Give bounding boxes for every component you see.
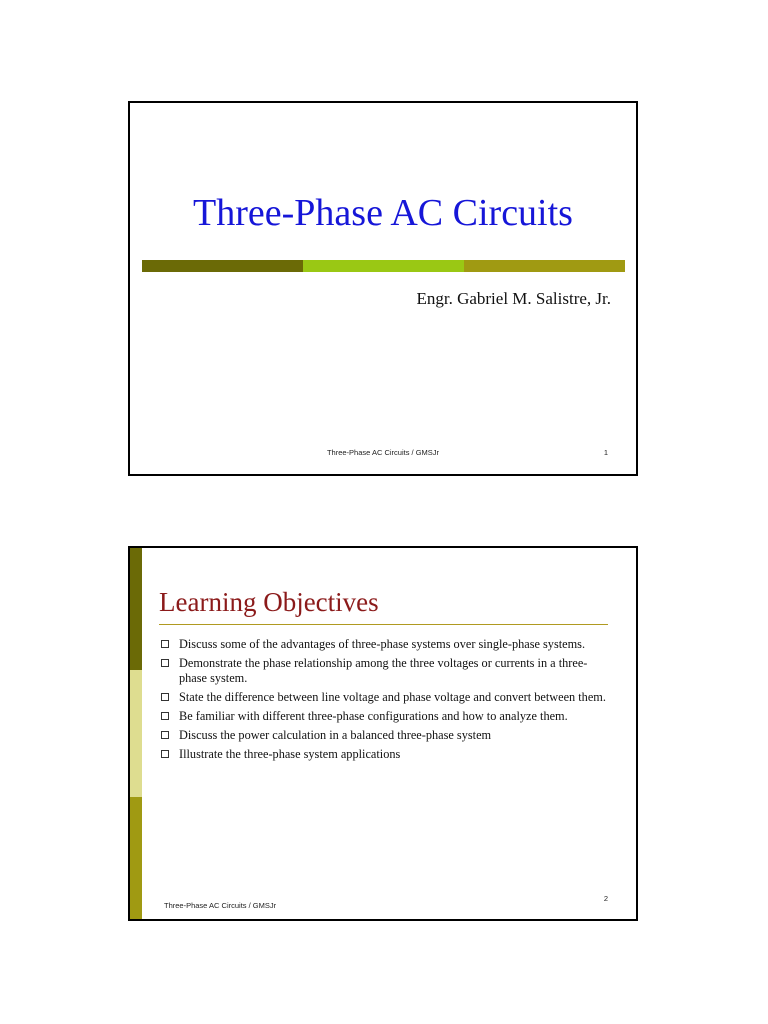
side-segment-2 — [130, 670, 142, 796]
list-item — [159, 656, 609, 686]
square-bullet-icon — [161, 640, 169, 648]
list-item — [159, 690, 609, 705]
side-segment-3 — [130, 797, 142, 919]
objective-text: Be familiar with different three-phase configurations and how to analyze them. — [179, 709, 568, 723]
objectives-list — [159, 637, 609, 766]
slide-2 — [128, 546, 638, 921]
side-segment-1 — [130, 548, 142, 670]
bar-segment-2 — [303, 260, 464, 272]
page-number: 2 — [603, 894, 608, 903]
objective-text: Demonstrate the phase relationship among the three voltages or currents in a three-phase system. — [179, 656, 588, 685]
objective-text: Discuss some of the advantages of three-phase systems over single-phase systems. — [179, 637, 586, 651]
square-bullet-icon — [161, 712, 169, 720]
bar-segment-1 — [142, 260, 303, 272]
slide-title: Learning Objectives — [159, 587, 379, 617]
square-bullet-icon — [161, 750, 169, 758]
square-bullet-icon — [161, 731, 169, 739]
objective-text: State the difference between line voltage and phase voltage and convert between them. — [179, 690, 606, 704]
title-rule — [159, 624, 608, 625]
list-item — [159, 709, 609, 724]
objective-text: Illustrate the three-phase system applications — [179, 747, 401, 761]
list-item — [159, 728, 609, 743]
page-number: 1 — [603, 448, 608, 457]
author-name: Engr. Gabriel M. Salistre, Jr. — [416, 289, 611, 308]
slide-1 — [128, 101, 638, 476]
list-item — [159, 637, 609, 652]
slide-title: Three-Phase AC Circuits — [193, 192, 573, 234]
square-bullet-icon — [161, 693, 169, 701]
list-item — [159, 747, 609, 762]
title-underline-bar — [142, 260, 625, 272]
objective-text: Discuss the power calculation in a balanced three-phase system — [179, 728, 492, 742]
square-bullet-icon — [161, 659, 169, 667]
bar-segment-3 — [464, 260, 625, 272]
side-accent-bar — [130, 548, 142, 919]
slide-footer: Three-Phase AC Circuits / GMSJr — [164, 901, 277, 910]
slide-footer: Three-Phase AC Circuits / GMSJr — [326, 448, 440, 457]
